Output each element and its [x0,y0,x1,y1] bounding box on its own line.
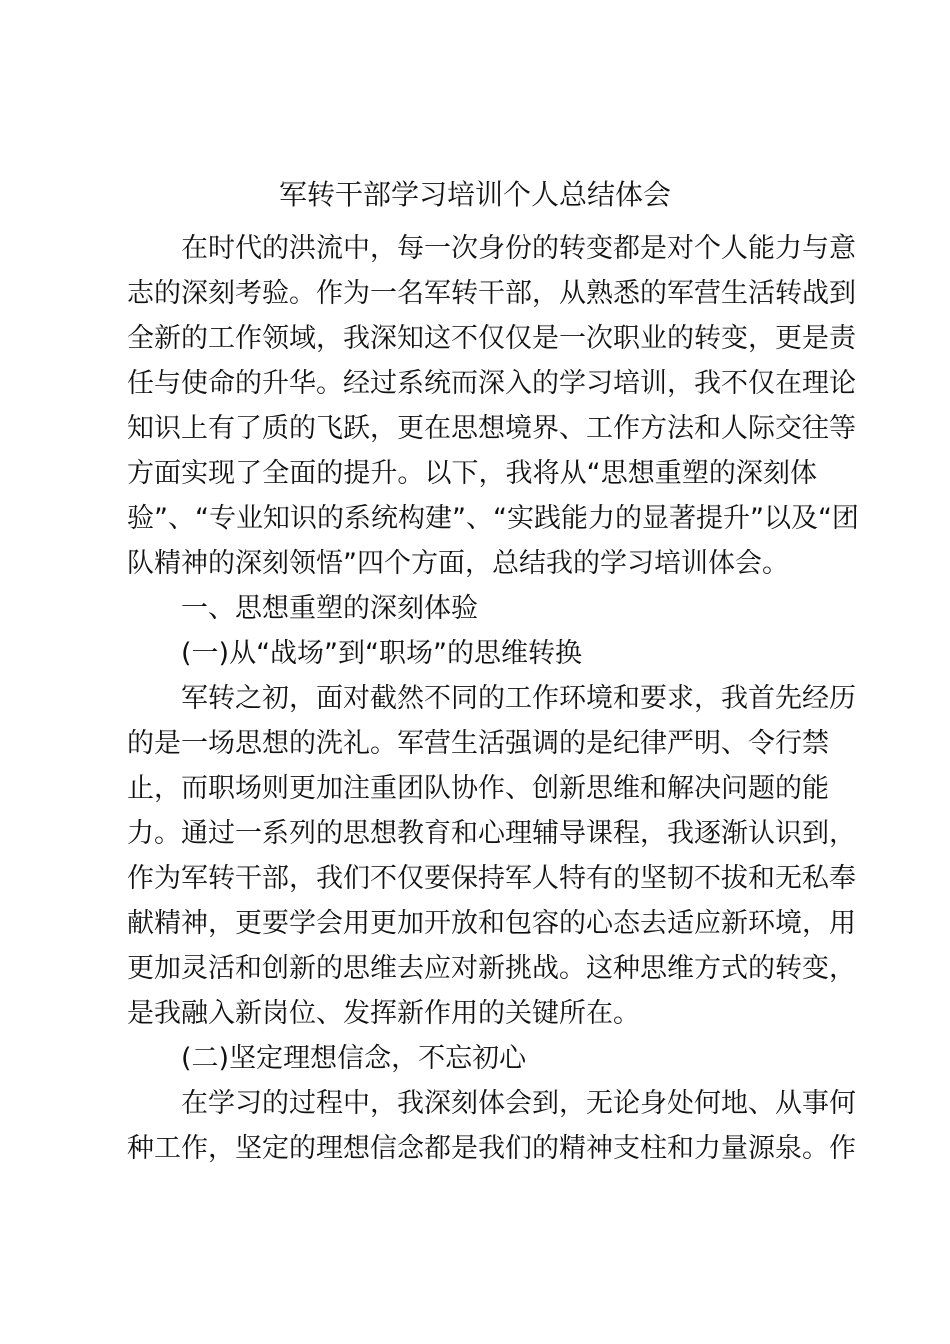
section-heading: 一、思想重塑的深刻体验 [181,593,478,624]
paragraph-line: 是我融入新岗位、发挥新作用的关键所在。 [127,998,640,1029]
document-title: 军转干部学习培训个人总结体会 [278,178,671,211]
paragraph-line: 方面实现了全面的提升。以下，我将从“思想重塑的深刻体 [127,458,817,489]
paragraph-line: 在时代的洪流中，每一次身份的转变都是对个人能力与意 [181,233,856,264]
paragraph-line: 队精神的深刻领悟”四个方面，总结我的学习培训体会。 [127,548,789,579]
paragraph-line: 知识上有了质的飞跃，更在思想境界、工作方法和人际交往等 [127,413,856,444]
paragraph-line: 任与使命的升华。经过系统而深入的学习培训，我不仅在理论 [127,368,856,399]
paragraph-line: 全新的工作领域，我深知这不仅仅是一次职业的转变，更是责 [127,323,856,354]
paragraph-line: 作为军转干部，我们不仅要保持军人特有的坚韧不拔和无私奉 [127,863,856,894]
paragraph-line: 志的深刻考验。作为一名军转干部，从熟悉的军营生活转战到 [127,278,856,309]
paragraph-line: 力。通过一系列的思想教育和心理辅导课程，我逐渐认识到， [127,818,856,849]
paragraph-line: 种工作，坚定的理想信念都是我们的精神支柱和力量源泉。作 [127,1133,856,1164]
paragraph-line: 验”、“专业知识的系统构建”、“实践能力的显著提升”以及“团 [127,503,859,534]
paragraph-line: 献精神，更要学会用更加开放和包容的心态去适应新环境，用 [127,908,856,939]
subsection-heading: (一)从“战场”到“职场”的思维转换 [181,638,583,669]
paragraph-line: 在学习的过程中，我深刻体会到，无论身处何地、从事何 [181,1088,856,1119]
subsection-heading: (二)坚定理想信念，不忘初心 [181,1043,527,1074]
paragraph-line: 的是一场思想的洗礼。军营生活强调的是纪律严明、令行禁 [127,728,829,759]
paragraph-line: 止，而职场则更加注重团队协作、创新思维和解决问题的能 [127,773,829,804]
paragraph-line: 更加灵活和创新的思维去应对新挑战。这种思维方式的转变， [127,953,856,984]
paragraph-line: 军转之初，面对截然不同的工作环境和要求，我首先经历 [181,683,856,714]
